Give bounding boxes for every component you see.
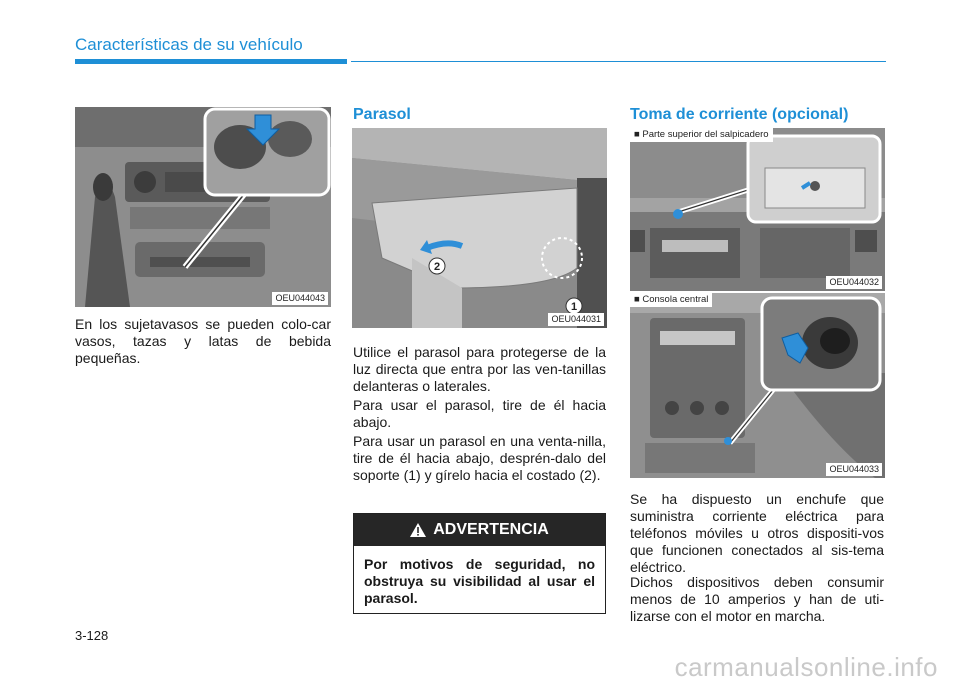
warning-box [353, 513, 606, 614]
watermark: carmanualsonline.info [674, 652, 938, 682]
outlet-text-2: Dichos dispositivos deben consumir menos de 10 amperios y han de uti-lizarse con el motor en marcha. [630, 574, 884, 624]
header-rule-thick [75, 59, 347, 64]
warning-triangle-icon [410, 523, 426, 537]
heading-parasol: Parasol [353, 106, 411, 123]
warning-title: ADVERTENCIA [433, 521, 549, 538]
warning-text: Por motivos de seguridad, no obstruya su visibilidad al usar el parasol. [364, 556, 595, 606]
figure-label: ■ Parte superior del salpicadero [630, 128, 773, 142]
outlet-dashboard-figure [630, 128, 885, 291]
page-number: 3-128 [75, 628, 109, 643]
outlet-console-figure [630, 293, 885, 478]
callout-2: 2 [433, 261, 441, 273]
figure-caption: OEU044043 [272, 292, 328, 305]
section-title: Características de su vehículo [75, 35, 303, 54]
cupholder-figure [75, 107, 331, 307]
cupholder-text: En los sujetavasos se pueden colo-car vasos, tazas y latas de bebida pequeñas. [75, 316, 331, 366]
outlet-text-1: Se ha dispuesto un enchufe que suministra corriente eléctrica para teléfonos móviles u otros dispositi-vos que funcionen conectados al sis-tema eléctrico. [630, 491, 884, 575]
warning-header [354, 514, 605, 546]
figure-caption: OEU044031 [548, 313, 604, 326]
parasol-text-1: Utilice el parasol para protegerse de la luz directa que entra por las ven-tanillas delanteras o laterales. [353, 344, 606, 394]
parasol-text-3: Para usar un parasol en una venta-nilla, tire de él hacia abajo, desprén-dalo del soporte (1) y gírelo hacia el costado (2). [353, 433, 606, 483]
header-rule-thin [351, 61, 886, 62]
parasol-text-2: Para usar el parasol, tire de él hacia abajo. [353, 397, 606, 430]
figure-label: ■ Consola central [630, 293, 712, 307]
figure-caption: OEU044033 [826, 463, 882, 476]
figure-caption: OEU044032 [826, 276, 882, 289]
callout-1: 1 [570, 301, 578, 313]
heading-power-outlet: Toma de corriente (opcional) [630, 106, 849, 123]
sunvisor-figure [352, 128, 607, 328]
